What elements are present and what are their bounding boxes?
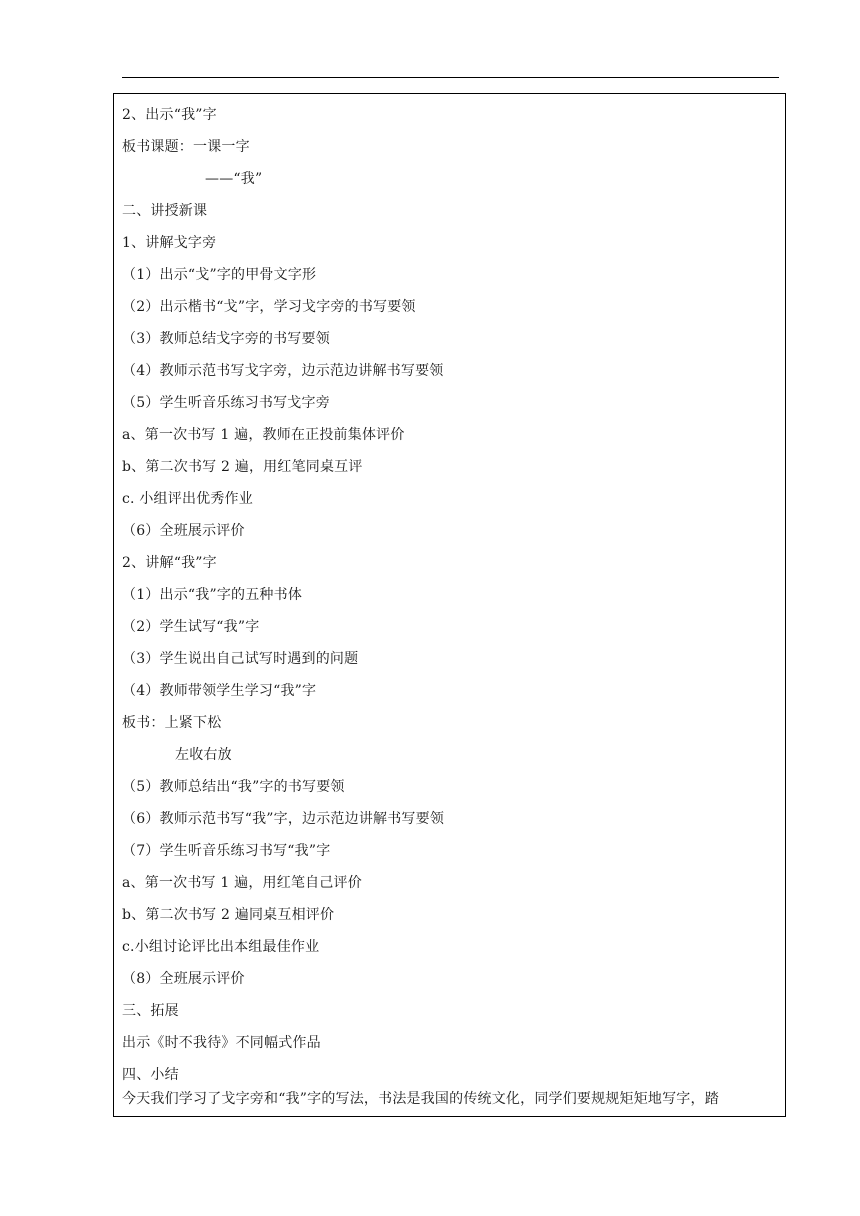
list-item: （3）教师总结戈字旁的书写要领 — [122, 331, 330, 347]
list-item: a、第一次书写 1 遍，教师在正投前集体评价 — [122, 427, 405, 443]
list-item: （1）出示“戈”字的甲骨文字形 — [122, 267, 317, 283]
list-item: （6）全班展示评价 — [122, 523, 245, 539]
text-line-works: 出示《时不我待》不同幅式作品 — [122, 1035, 321, 1051]
header-rule — [122, 77, 779, 78]
list-item: （5）学生听音乐练习书写戈字旁 — [122, 395, 330, 411]
text-line-board-title: 板书课题：一课一字 — [122, 139, 250, 155]
text-line-board-note-sub: 左收右放 — [175, 747, 232, 763]
list-item: （2）学生试写“我”字 — [122, 619, 260, 635]
text-line-board-note: 板书：上紧下松 — [122, 715, 222, 731]
list-item: （3）学生说出自己试写时遇到的问题 — [122, 651, 359, 667]
list-item: （6）教师示范书写“我”字，边示范边讲解书写要领 — [122, 811, 445, 827]
list-item: a、第一次书写 1 遍，用红笔自己评价 — [122, 875, 362, 891]
list-item: （1）出示“我”字的五种书体 — [122, 587, 303, 603]
section-heading-extension: 三、拓展 — [122, 1003, 179, 1019]
subsection-heading-ge-radical: 1、讲解戈字旁 — [122, 235, 217, 251]
list-item: （2）出示楷书“戈”字，学习戈字旁的书写要领 — [122, 299, 416, 315]
section-heading-new-lesson: 二、讲授新课 — [122, 203, 208, 219]
list-item: b、第二次书写 2 遍，用红笔同桌互评 — [122, 459, 363, 475]
list-item: （7）学生听音乐练习书写“我”字 — [122, 843, 331, 859]
subsection-heading-wo: 2、讲解“我”字 — [122, 555, 217, 571]
text-line-summary: 今天我们学习了戈字旁和“我”字的写法，书法是我国的传统文化，同学们要规规矩矩地写字，踏 — [122, 1091, 719, 1107]
section-heading-summary: 四、小结 — [122, 1067, 179, 1083]
text-line-board-title-sub: ——“我” — [205, 171, 263, 187]
text-line-show-wo: 2、出示“我”字 — [122, 107, 217, 123]
list-item: （5）教师总结出“我”字的书写要领 — [122, 779, 345, 795]
list-item: b、第二次书写 2 遍同桌互相评价 — [122, 907, 335, 923]
list-item: （4）教师示范书写戈字旁，边示范边讲解书写要领 — [122, 363, 444, 379]
list-item: c. 小组评出优秀作业 — [122, 491, 253, 507]
list-item: （4）教师带领学生学习“我”字 — [122, 683, 317, 699]
list-item: c.小组讨论评比出本组最佳作业 — [122, 939, 320, 955]
list-item: （8）全班展示评价 — [122, 971, 245, 987]
